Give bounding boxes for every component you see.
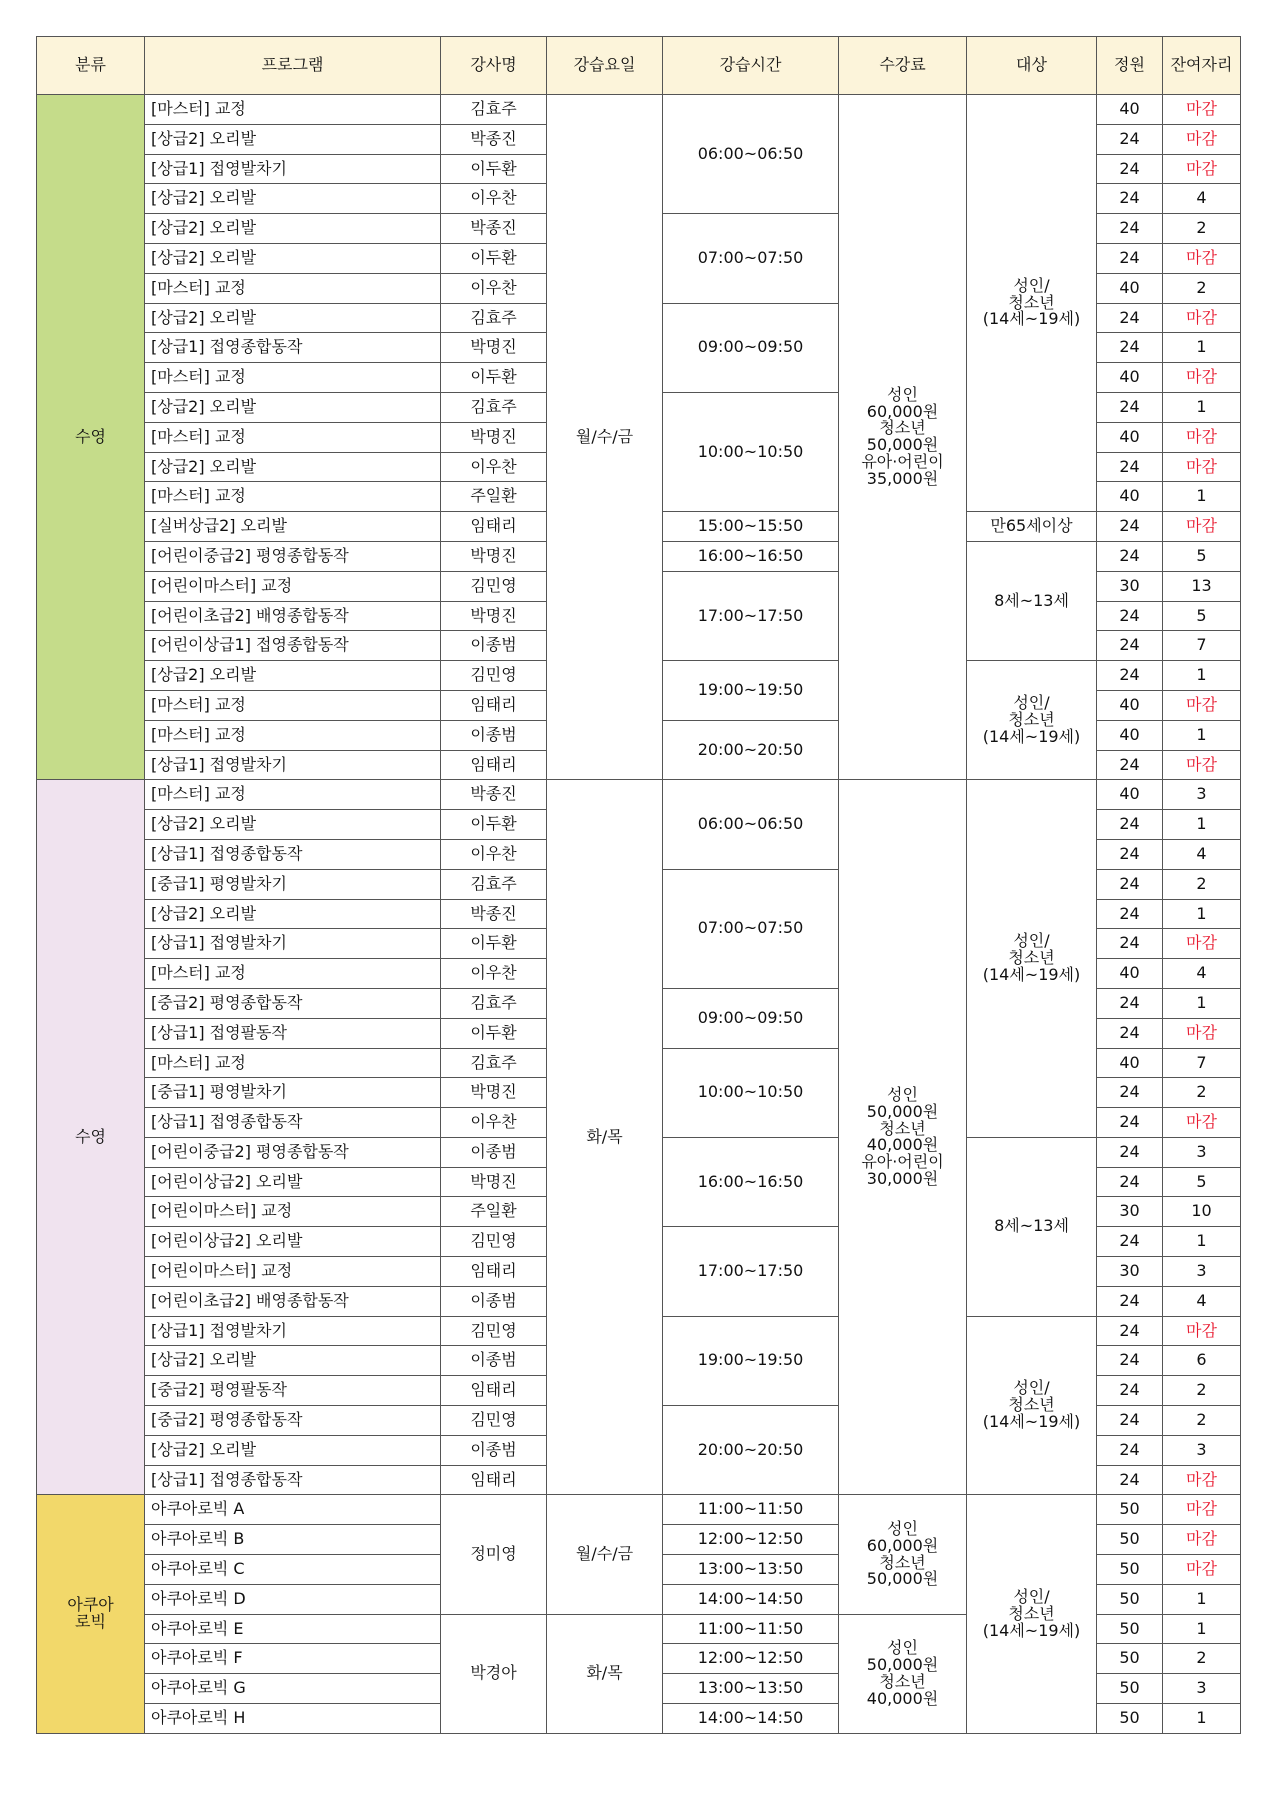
time-cell: 07:00~07:50 <box>663 869 839 988</box>
instructor-cell: 이우찬 <box>441 839 547 869</box>
program-cell: [중급1] 평영발차기 <box>145 1078 441 1108</box>
instructor-cell: 김민영 <box>441 1316 547 1346</box>
program-cell: [실버상급2] 오리발 <box>145 512 441 542</box>
remaining-cell: 1 <box>1163 661 1241 691</box>
time-cell: 13:00~13:50 <box>663 1555 839 1585</box>
instructor-cell: 이종범 <box>441 1435 547 1465</box>
instructor-cell: 박종진 <box>441 214 547 244</box>
instructor-cell: 김효주 <box>441 869 547 899</box>
remaining-cell: 2 <box>1163 869 1241 899</box>
program-cell: 아쿠아로빅 E <box>145 1614 441 1644</box>
program-cell: [상급2] 오리발 <box>145 124 441 154</box>
instructor-cell: 박명진 <box>441 422 547 452</box>
full-badge: 마감 <box>1163 1316 1241 1346</box>
capacity-cell: 24 <box>1097 392 1163 422</box>
class-schedule-table <box>36 36 1241 1734</box>
remaining-cell: 2 <box>1163 214 1241 244</box>
instructor-cell: 김효주 <box>441 95 547 125</box>
days-header: 강습요일 <box>547 37 663 95</box>
program-cell: [중급2] 평영종합동작 <box>145 1406 441 1436</box>
instructor-cell: 김민영 <box>441 1227 547 1257</box>
capacity-cell: 30 <box>1097 1257 1163 1287</box>
program-cell: [상급2] 오리발 <box>145 243 441 273</box>
remaining-cell: 2 <box>1163 1376 1241 1406</box>
capacity-cell: 24 <box>1097 214 1163 244</box>
time-cell: 10:00~10:50 <box>663 392 839 511</box>
program-cell: [어린이상급2] 오리발 <box>145 1167 441 1197</box>
time-cell: 14:00~14:50 <box>663 1704 839 1734</box>
capacity-cell: 24 <box>1097 869 1163 899</box>
full-badge: 마감 <box>1163 929 1241 959</box>
fee-cell: 성인 60,000원 청소년 50,000원 유아·어린이 35,000원 <box>839 95 967 780</box>
program-cell: [어린이상급1] 접영종합동작 <box>145 631 441 661</box>
program-cell: [어린이상급2] 오리발 <box>145 1227 441 1257</box>
full-badge: 마감 <box>1163 363 1241 393</box>
program-cell: [상급1] 접영종합동작 <box>145 839 441 869</box>
full-badge: 마감 <box>1163 1465 1241 1495</box>
remaining-cell: 3 <box>1163 780 1241 810</box>
program-cell: [마스터] 교정 <box>145 720 441 750</box>
instructor-cell: 이두환 <box>441 810 547 840</box>
target-cell: 성인/ 청소년 (14세~19세) <box>967 661 1097 780</box>
time-cell: 20:00~20:50 <box>663 720 839 780</box>
instructor-header: 강사명 <box>441 37 547 95</box>
program-cell: [어린이마스터] 교정 <box>145 1197 441 1227</box>
table-row <box>37 95 1241 125</box>
remaining-cell: 4 <box>1163 959 1241 989</box>
capacity-cell: 24 <box>1097 184 1163 214</box>
instructor-cell: 김효주 <box>441 303 547 333</box>
remaining-header: 잔여자리 <box>1163 37 1241 95</box>
instructor-cell: 이두환 <box>441 363 547 393</box>
capacity-cell: 50 <box>1097 1584 1163 1614</box>
program-cell: [상급1] 접영종합동작 <box>145 333 441 363</box>
target-cell: 성인/ 청소년 (14세~19세) <box>967 780 1097 1138</box>
instructor-cell: 이종범 <box>441 1286 547 1316</box>
capacity-cell: 24 <box>1097 1286 1163 1316</box>
program-cell: [상급2] 오리발 <box>145 214 441 244</box>
instructor-cell: 김효주 <box>441 392 547 422</box>
capacity-cell: 24 <box>1097 1316 1163 1346</box>
program-cell: 아쿠아로빅 D <box>145 1584 441 1614</box>
capacity-cell: 50 <box>1097 1704 1163 1734</box>
target-header: 대상 <box>967 37 1097 95</box>
time-cell: 09:00~09:50 <box>663 303 839 392</box>
category-cell: 아쿠아 로빅 <box>37 1495 145 1733</box>
remaining-cell: 2 <box>1163 1406 1241 1436</box>
instructor-cell: 이우찬 <box>441 184 547 214</box>
time-cell: 17:00~17:50 <box>663 1227 839 1316</box>
remaining-cell: 2 <box>1163 1078 1241 1108</box>
remaining-cell: 1 <box>1163 810 1241 840</box>
capacity-cell: 40 <box>1097 273 1163 303</box>
capacity-cell: 24 <box>1097 1406 1163 1436</box>
program-cell: [마스터] 교정 <box>145 780 441 810</box>
instructor-cell: 이종범 <box>441 631 547 661</box>
time-cell: 17:00~17:50 <box>663 571 839 660</box>
program-cell: [중급2] 평영팔동작 <box>145 1376 441 1406</box>
program-cell: [상급1] 접영발차기 <box>145 154 441 184</box>
program-cell: 아쿠아로빅 G <box>145 1674 441 1704</box>
instructor-cell: 임태리 <box>441 1257 547 1287</box>
remaining-cell: 6 <box>1163 1346 1241 1376</box>
capacity-cell: 50 <box>1097 1614 1163 1644</box>
full-badge: 마감 <box>1163 1525 1241 1555</box>
remaining-cell: 7 <box>1163 631 1241 661</box>
time-cell: 06:00~06:50 <box>663 780 839 869</box>
time-cell: 16:00~16:50 <box>663 541 839 571</box>
capacity-cell: 24 <box>1097 988 1163 1018</box>
program-cell: [마스터] 교정 <box>145 1048 441 1078</box>
instructor-cell: 박종진 <box>441 124 547 154</box>
time-cell: 19:00~19:50 <box>663 1316 839 1405</box>
capacity-cell: 24 <box>1097 899 1163 929</box>
table-body <box>37 95 1241 1734</box>
capacity-cell: 24 <box>1097 512 1163 542</box>
capacity-cell: 24 <box>1097 810 1163 840</box>
days-cell: 월/수/금 <box>547 1495 663 1614</box>
full-badge: 마감 <box>1163 750 1241 780</box>
instructor-cell: 김효주 <box>441 988 547 1018</box>
remaining-cell: 4 <box>1163 184 1241 214</box>
capacity-cell: 50 <box>1097 1644 1163 1674</box>
capacity-cell: 30 <box>1097 1197 1163 1227</box>
full-badge: 마감 <box>1163 1555 1241 1585</box>
remaining-cell: 1 <box>1163 333 1241 363</box>
target-cell: 성인/ 청소년 (14세~19세) <box>967 1495 1097 1733</box>
capacity-cell: 50 <box>1097 1525 1163 1555</box>
capacity-cell: 24 <box>1097 839 1163 869</box>
remaining-cell: 5 <box>1163 601 1241 631</box>
full-badge: 마감 <box>1163 1495 1241 1525</box>
instructor-cell: 박종진 <box>441 780 547 810</box>
program-cell: [상급1] 접영종합동작 <box>145 1465 441 1495</box>
remaining-cell: 3 <box>1163 1674 1241 1704</box>
capacity-cell: 24 <box>1097 1227 1163 1257</box>
capacity-cell: 24 <box>1097 303 1163 333</box>
category-cell: 수영 <box>37 780 145 1495</box>
table-header-row <box>37 37 1241 95</box>
capacity-cell: 24 <box>1097 601 1163 631</box>
capacity-cell: 24 <box>1097 452 1163 482</box>
instructor-cell: 이두환 <box>441 1018 547 1048</box>
instructor-cell: 김효주 <box>441 1048 547 1078</box>
program-cell: 아쿠아로빅 H <box>145 1704 441 1734</box>
remaining-cell: 4 <box>1163 839 1241 869</box>
remaining-cell: 1 <box>1163 720 1241 750</box>
time-cell: 19:00~19:50 <box>663 661 839 721</box>
program-cell: [마스터] 교정 <box>145 422 441 452</box>
capacity-cell: 40 <box>1097 959 1163 989</box>
program-cell: [어린이마스터] 교정 <box>145 571 441 601</box>
table-row <box>37 1495 1241 1525</box>
instructor-cell: 이우찬 <box>441 1108 547 1138</box>
instructor-cell: 이우찬 <box>441 959 547 989</box>
time-cell: 10:00~10:50 <box>663 1048 839 1137</box>
program-cell: [마스터] 교정 <box>145 273 441 303</box>
full-badge: 마감 <box>1163 154 1241 184</box>
fee-cell: 성인 50,000원 청소년 40,000원 유아·어린이 30,000원 <box>839 780 967 1495</box>
time-cell: 11:00~11:50 <box>663 1495 839 1525</box>
remaining-cell: 1 <box>1163 1614 1241 1644</box>
target-cell: 8세~13세 <box>967 541 1097 660</box>
program-cell: 아쿠아로빅 A <box>145 1495 441 1525</box>
instructor-cell: 박명진 <box>441 1167 547 1197</box>
full-badge: 마감 <box>1163 422 1241 452</box>
capacity-cell: 40 <box>1097 1048 1163 1078</box>
time-cell: 14:00~14:50 <box>663 1584 839 1614</box>
instructor-cell: 임태리 <box>441 512 547 542</box>
program-cell: 아쿠아로빅 B <box>145 1525 441 1555</box>
program-cell: [상급2] 오리발 <box>145 810 441 840</box>
time-cell: 09:00~09:50 <box>663 988 839 1048</box>
target-cell: 성인/ 청소년 (14세~19세) <box>967 1316 1097 1495</box>
capacity-cell: 24 <box>1097 1167 1163 1197</box>
fee-cell: 성인 50,000원 청소년 40,000원 <box>839 1614 967 1733</box>
target-cell: 성인/ 청소년 (14세~19세) <box>967 95 1097 512</box>
instructor-cell: 이종범 <box>441 1346 547 1376</box>
full-badge: 마감 <box>1163 243 1241 273</box>
program-cell: [상급1] 접영팔동작 <box>145 1018 441 1048</box>
capacity-cell: 24 <box>1097 929 1163 959</box>
remaining-cell: 7 <box>1163 1048 1241 1078</box>
instructor-cell: 이두환 <box>441 929 547 959</box>
time-cell: 12:00~12:50 <box>663 1525 839 1555</box>
capacity-cell: 24 <box>1097 1018 1163 1048</box>
program-cell: [상급1] 접영종합동작 <box>145 1108 441 1138</box>
capacity-cell: 40 <box>1097 95 1163 125</box>
instructor-cell: 정미영 <box>441 1495 547 1614</box>
program-cell: [상급2] 오리발 <box>145 303 441 333</box>
instructor-cell: 임태리 <box>441 750 547 780</box>
remaining-cell: 1 <box>1163 988 1241 1018</box>
full-badge: 마감 <box>1163 452 1241 482</box>
remaining-cell: 2 <box>1163 273 1241 303</box>
capacity-cell: 24 <box>1097 1108 1163 1138</box>
program-cell: [상급1] 접영발차기 <box>145 750 441 780</box>
remaining-cell: 3 <box>1163 1257 1241 1287</box>
instructor-cell: 박경아 <box>441 1614 547 1733</box>
remaining-cell: 1 <box>1163 392 1241 422</box>
instructor-cell: 김민영 <box>441 661 547 691</box>
time-cell: 15:00~15:50 <box>663 512 839 542</box>
program-cell: [상급2] 오리발 <box>145 452 441 482</box>
instructor-cell: 이두환 <box>441 154 547 184</box>
remaining-cell: 5 <box>1163 1167 1241 1197</box>
full-badge: 마감 <box>1163 124 1241 154</box>
full-badge: 마감 <box>1163 1108 1241 1138</box>
program-cell: [상급2] 오리발 <box>145 1346 441 1376</box>
program-cell: [상급2] 오리발 <box>145 392 441 422</box>
program-cell: [어린이중급2] 평영종합동작 <box>145 541 441 571</box>
capacity-cell: 40 <box>1097 780 1163 810</box>
capacity-cell: 24 <box>1097 1078 1163 1108</box>
capacity-cell: 24 <box>1097 541 1163 571</box>
program-cell: [마스터] 교정 <box>145 482 441 512</box>
days-cell: 화/목 <box>547 1614 663 1733</box>
full-badge: 마감 <box>1163 1018 1241 1048</box>
program-cell: [상급2] 오리발 <box>145 899 441 929</box>
instructor-cell: 박명진 <box>441 601 547 631</box>
instructor-cell: 김민영 <box>441 571 547 601</box>
program-cell: [어린이중급2] 평영종합동작 <box>145 1137 441 1167</box>
program-cell: [어린이초급2] 배영종합동작 <box>145 1286 441 1316</box>
time-cell: 13:00~13:50 <box>663 1674 839 1704</box>
category-cell: 수영 <box>37 95 145 780</box>
fee-header: 수강료 <box>839 37 967 95</box>
instructor-cell: 이종범 <box>441 720 547 750</box>
program-cell: [어린이초급2] 배영종합동작 <box>145 601 441 631</box>
time-cell: 12:00~12:50 <box>663 1644 839 1674</box>
capacity-cell: 24 <box>1097 661 1163 691</box>
capacity-cell: 24 <box>1097 1465 1163 1495</box>
program-cell: 아쿠아로빅 C <box>145 1555 441 1585</box>
remaining-cell: 1 <box>1163 1704 1241 1734</box>
instructor-cell: 박명진 <box>441 1078 547 1108</box>
instructor-cell: 임태리 <box>441 1465 547 1495</box>
capacity-cell: 24 <box>1097 1346 1163 1376</box>
program-cell: [마스터] 교정 <box>145 363 441 393</box>
instructor-cell: 임태리 <box>441 690 547 720</box>
table-row <box>37 780 1241 810</box>
days-cell: 화/목 <box>547 780 663 1495</box>
program-cell: [마스터] 교정 <box>145 959 441 989</box>
capacity-cell: 40 <box>1097 363 1163 393</box>
time-header: 강습시간 <box>663 37 839 95</box>
instructor-cell: 박종진 <box>441 899 547 929</box>
capacity-cell: 24 <box>1097 750 1163 780</box>
remaining-cell: 2 <box>1163 1644 1241 1674</box>
program-cell: [상급2] 오리발 <box>145 184 441 214</box>
capacity-cell: 40 <box>1097 422 1163 452</box>
days-cell: 월/수/금 <box>547 95 663 780</box>
remaining-cell: 10 <box>1163 1197 1241 1227</box>
program-cell: [상급1] 접영발차기 <box>145 929 441 959</box>
capacity-cell: 24 <box>1097 631 1163 661</box>
time-cell: 16:00~16:50 <box>663 1137 839 1226</box>
remaining-cell: 4 <box>1163 1286 1241 1316</box>
program-cell: [상급1] 접영발차기 <box>145 1316 441 1346</box>
program-cell: [상급2] 오리발 <box>145 661 441 691</box>
remaining-cell: 1 <box>1163 1584 1241 1614</box>
full-badge: 마감 <box>1163 512 1241 542</box>
remaining-cell: 3 <box>1163 1137 1241 1167</box>
capacity-cell: 24 <box>1097 124 1163 154</box>
capacity-cell: 24 <box>1097 1137 1163 1167</box>
capacity-cell: 30 <box>1097 571 1163 601</box>
capacity-cell: 40 <box>1097 720 1163 750</box>
program-cell: [중급1] 평영발차기 <box>145 869 441 899</box>
fee-cell: 성인 60,000원 청소년 50,000원 <box>839 1495 967 1614</box>
program-cell: [마스터] 교정 <box>145 690 441 720</box>
target-cell: 8세~13세 <box>967 1137 1097 1316</box>
capacity-cell: 24 <box>1097 1435 1163 1465</box>
program-cell: [상급2] 오리발 <box>145 1435 441 1465</box>
capacity-cell: 24 <box>1097 333 1163 363</box>
category-header: 분류 <box>37 37 145 95</box>
remaining-cell: 1 <box>1163 899 1241 929</box>
program-cell: [어린이마스터] 교정 <box>145 1257 441 1287</box>
remaining-cell: 1 <box>1163 1227 1241 1257</box>
instructor-cell: 김민영 <box>441 1406 547 1436</box>
remaining-cell: 5 <box>1163 541 1241 571</box>
instructor-cell: 주일환 <box>441 1197 547 1227</box>
remaining-cell: 3 <box>1163 1435 1241 1465</box>
instructor-cell: 이우찬 <box>441 273 547 303</box>
instructor-cell: 이두환 <box>441 243 547 273</box>
full-badge: 마감 <box>1163 303 1241 333</box>
capacity-cell: 24 <box>1097 1376 1163 1406</box>
instructor-cell: 임태리 <box>441 1376 547 1406</box>
capacity-cell: 40 <box>1097 482 1163 512</box>
instructor-cell: 주일환 <box>441 482 547 512</box>
program-cell: [중급2] 평영종합동작 <box>145 988 441 1018</box>
capacity-cell: 24 <box>1097 243 1163 273</box>
remaining-cell: 1 <box>1163 482 1241 512</box>
remaining-cell: 13 <box>1163 571 1241 601</box>
instructor-cell: 박명진 <box>441 541 547 571</box>
time-cell: 20:00~20:50 <box>663 1406 839 1495</box>
program-cell: [마스터] 교정 <box>145 95 441 125</box>
time-cell: 06:00~06:50 <box>663 95 839 214</box>
instructor-cell: 박명진 <box>441 333 547 363</box>
capacity-cell: 40 <box>1097 690 1163 720</box>
program-header: 프로그램 <box>145 37 441 95</box>
capacity-cell: 24 <box>1097 154 1163 184</box>
instructor-cell: 이종범 <box>441 1137 547 1167</box>
full-badge: 마감 <box>1163 95 1241 125</box>
target-cell: 만65세이상 <box>967 512 1097 542</box>
program-cell: 아쿠아로빅 F <box>145 1644 441 1674</box>
capacity-header: 정원 <box>1097 37 1163 95</box>
instructor-cell: 이우찬 <box>441 452 547 482</box>
capacity-cell: 50 <box>1097 1495 1163 1525</box>
full-badge: 마감 <box>1163 690 1241 720</box>
time-cell: 11:00~11:50 <box>663 1614 839 1644</box>
capacity-cell: 50 <box>1097 1674 1163 1704</box>
capacity-cell: 50 <box>1097 1555 1163 1585</box>
time-cell: 07:00~07:50 <box>663 214 839 303</box>
